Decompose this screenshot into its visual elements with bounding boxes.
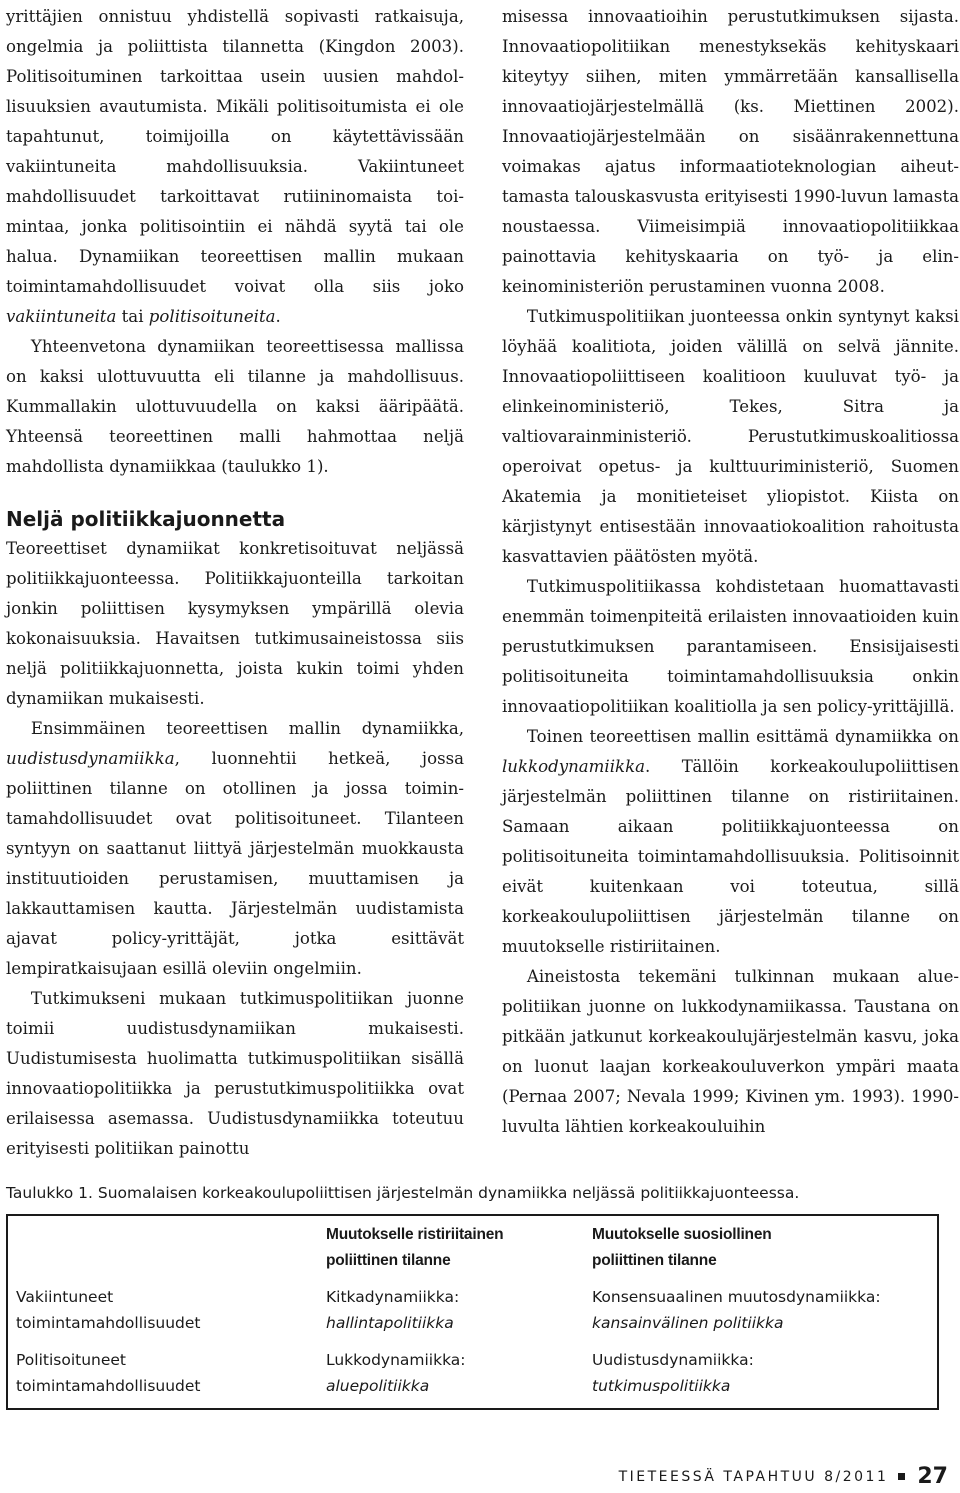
right-paragraph-5: Aineistosta tekemäni tulkinnan mukaan aluepolitiikan juonne on lukkodynamiikassa. Taustana on pitkään jatkunut korkeakoulujärjestelmän kasvu, joka on luonut laajan korkeakouluverkon ympäri maata (Pernaa 2007; Nevala 1999; Kivinen ym. 1993). 1990-luvulta lähtien korkeakouluihin bbox=[502, 967, 959, 1136]
dynamics-table bbox=[6, 1214, 939, 1410]
cell-renewal-dynamics: Uudistusdynamiikka: tutkimuspolitiikka bbox=[592, 1351, 754, 1395]
right-paragraph-1: misessa innovaatioihin perustutkimuksen sijasta. Innovaatiopolitiikan menestyksekäs kehityskaari kiteytyy siihen, miten ymmärretään kansallisella innovaatiojärjestelmällä (ks. Miettinen 2002). Innovaatiojärjestelmään on sisäänrakennettuna voimakas ajatus informaatioteknologian aiheuttamasta talouskasvusta erityisesti 1990-luvun lamasta noustaessa. Viimeisimpiä innovaatiopolitiikkaa painottavia kehityskaaria on työ- ja elinkeinoministeriön perustaminen vuonna 2008. bbox=[502, 7, 959, 296]
cell-lock-dynamics: Lukkodynamiikka: aluepolitiikka bbox=[326, 1351, 466, 1395]
row-label-politicized: Politisoituneet toimintamahdollisuudet bbox=[16, 1351, 201, 1395]
right-paragraph-3: Tutkimuspolitiikassa kohdistetaan huomattavasti enemmän toimenpiteitä erilaisten innovaatioiden kuin perustutkimuksen parantamiseen. Ensisijaisesti politisoituneita toimintamahdollisuuksia onkin innovaatiopolitiikan koalitiolla ja sen policy-yrittäjillä. bbox=[502, 577, 959, 716]
right-column bbox=[502, 2, 959, 1142]
cell-friction-dynamics: Kitkadynamiikka: hallintapolitiikka bbox=[326, 1288, 460, 1332]
left-column bbox=[6, 2, 464, 1164]
section-heading: Neljä politiikkajuonnetta bbox=[6, 507, 286, 531]
row-label-established: Vakiintuneet toimintamahdollisuudet bbox=[16, 1288, 201, 1332]
page-footer bbox=[619, 1464, 948, 1489]
col-header-contradictory: Muutokselle ristiriitainen poliittinen tilanne bbox=[326, 1226, 504, 1269]
right-paragraph-4: Toinen teoreettisen mallin esittämä dynamiikka on lukkodynamiikka. Tällöin korkeakoulupoliittisen järjestelmän poliittinen tilanne on ristiriitainen. Samaan aikaan politiikkajuonteessa on politisoituneita toimintamahdollisuuksia. Politisoinnit eivät kuitenkaan voi toteutua, sillä korkeakoulupoliittisen järjestelmän tilanne on muutokselle ristiriitainen. bbox=[502, 727, 959, 956]
table-caption: Taulukko 1. Suomalaisen korkeakoulupoliittisen järjestelmän dynamiikka neljässä politiikkajuonteessa. bbox=[6, 1184, 800, 1202]
col-header-favorable: Muutokselle suosiollinen poliittinen tilanne bbox=[592, 1226, 772, 1269]
page-number: 27 bbox=[917, 1464, 948, 1489]
left-paragraph-5: Tutkimukseni mukaan tutkimuspolitiikan juonne toimii uudistusdynamiikan mukaisesti. Uudistumisesta huolimatta tutkimuspolitiikan sisällä innovaatiopolitiikka ja perustutkimuspolitiikka ovat erilaisessa asemassa. Uudistusdynamiikka toteutuu erityisesti politiikan painottu bbox=[6, 989, 464, 1158]
publication-name: TIETEESSÄ TAPAHTUU 8/2011 bbox=[618, 1468, 889, 1485]
left-paragraph-2: Yhteenvetona dynamiikan teoreettisessa mallissa on kaksi ulottuvuutta eli tilanne ja mahdollisuus. Kummallakin ulottuvuudella on kaksi ääripäätä. Yhteensä teoreettinen malli hahmottaa neljä mahdollista dynamiikkaa (taulukko 1). bbox=[6, 337, 464, 476]
right-paragraph-2: Tutkimuspolitiikan juonteessa onkin syntynyt kaksi löyhää koalitiota, joiden välillä on selvä jännite. Innovaatiopoliittiseen koalitioon kuuluvat työ- ja elinkeinoministeriö, Tekes, Sitra ja valtiovarainministeriö. Perustutkimuskoalitiossa operoivat opetus- ja kulttuuriministeriö, Suomen Akatemia ja monitieteiset yliopistot. Kiista on kärjistynyt entisestään innovaatiokoalition rahoitusta kasvattavien päätösten myötä. bbox=[502, 307, 959, 566]
left-paragraph-1: yrittäjien onnistuu yhdistellä sopivasti ratkaisuja, ongelmia ja poliittista tilannetta (Kingdon 2003). Politisoituminen tarkoittaa usein uusien mahdollisuuksien avautumista. Mikäli politisoitumista ei ole tapahtunut, toimijoilla on käytettävissään vakiintuneita mahdollisuuksia. Vakiintuneet mahdollisuudet tarkoittavat rutiininomaista toimintaa, jonka politisointiin ei nähdä syytä tai ole halua. Dynamiikan teoreettisen mallin mukaan toimintamahdollisuudet voivat olla siis joko vakiintuneita tai politisoituneita. bbox=[6, 7, 464, 326]
cell-consensual-dynamics: Konsensuaalinen muutosdynamiikka: kansainvälinen politiikka bbox=[592, 1288, 881, 1332]
left-paragraph-4: Ensimmäinen teoreettisen mallin dynamiikka, uudistusdynamiikka, luonnehtii hetkeä, jossa poliittinen tilanne on otollinen ja jossa toimintamahdollisuudet ovat politisoituneet. Tilanteen syntyyn on saattanut liittyä järjestelmän muokkausta instituutioiden perustamisen, muuttamisen ja lakkauttamisen kautta. Järjestelmän uudistamista ajavat policy-yrittäjät, jotka esittävät lempiratkaisujaan esillä oleviin ongelmiin. bbox=[6, 719, 464, 978]
separator-square-icon bbox=[898, 1473, 905, 1480]
left-paragraph-3: Teoreettiset dynamiikat konkretisoituvat neljässä politiikkajuonteessa. Politiikkajuonteilla tarkoitan jonkin poliittisen kysymyksen ympärillä olevia kokonaisuuksia. Havaitsen tutkimusaineistossa siis neljä politiikkajuonnetta, joista kukin toimi yhden dynamiikan mukaisesti. bbox=[6, 539, 464, 708]
